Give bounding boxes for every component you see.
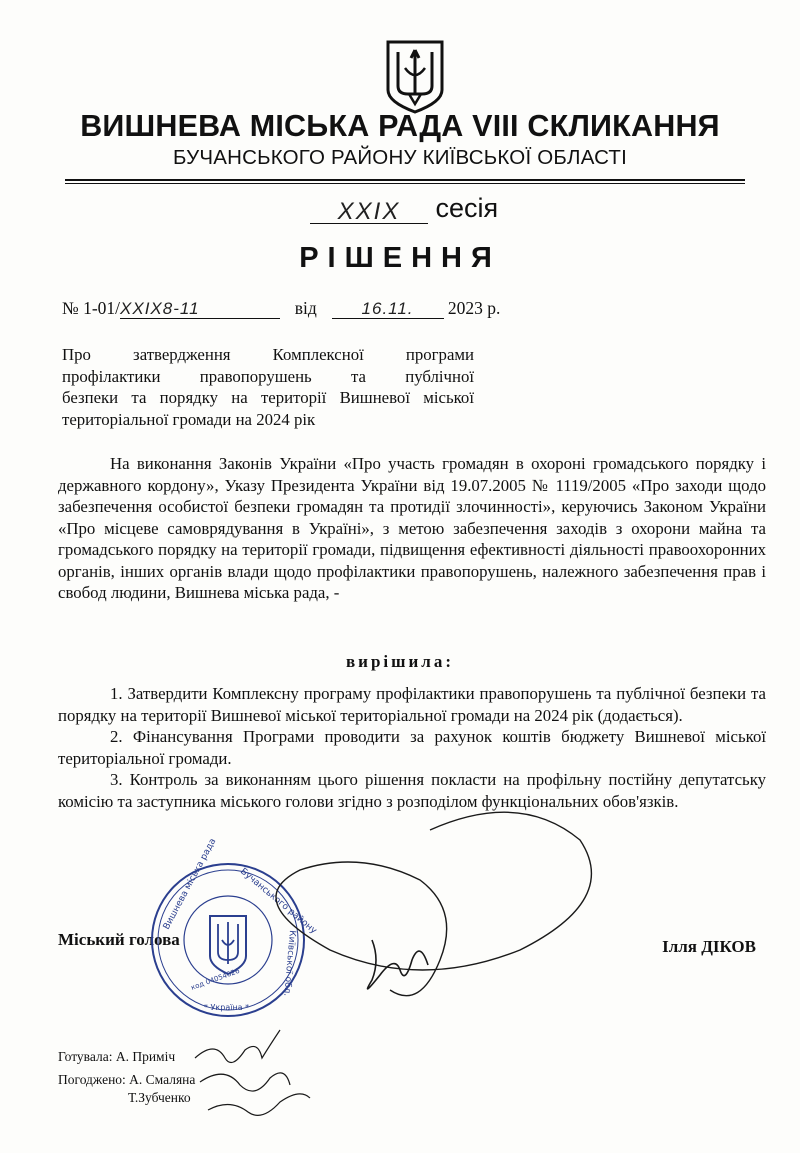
trident-icon <box>384 38 446 114</box>
number-field <box>120 298 280 319</box>
decision-item: 2. Фінансування Програми проводити за рахунок коштів бюджету Вишневої міської територіальної громади. <box>58 727 766 768</box>
svg-text:код 04054626: код 04054626 <box>189 966 241 992</box>
session-number: XXIX <box>337 198 401 225</box>
subject-line: безпеки та порядку на території Вишневої міської <box>62 388 474 407</box>
header-divider-thin <box>65 183 745 184</box>
svg-text:Вишнева міська рада: Вишнева міська рада <box>161 836 219 932</box>
prepared-by: Готувала: А. Приміч <box>58 1049 176 1064</box>
council-subtitle: БУЧАНСЬКОГО РАЙОНУ КИЇВСЬКОЇ ОБЛАСТІ <box>172 146 628 169</box>
session-label: сесія <box>435 193 499 223</box>
resolved-heading: вирішила: <box>346 652 454 671</box>
signatory-name: Ілля ДІКОВ <box>662 937 756 956</box>
official-seal-icon <box>148 836 319 1020</box>
signatory-position: Міський голова <box>58 930 180 949</box>
decision-item: 3. Контроль за виконанням цього рішення покласти на профільну постійну депутатську комісію та заступника міського голови згідно з розподілом функціональних обов'язків. <box>58 770 766 811</box>
subject-line: Про затвердження Комплексної програми <box>62 345 474 364</box>
decision-date: 16.11. <box>361 299 414 318</box>
council-title: ВИШНЕВА МІСЬКА РАДА VIII СКЛИКАННЯ <box>80 109 720 143</box>
decision-items <box>58 683 766 812</box>
svg-text:* Україна *: * Україна * <box>204 1003 250 1012</box>
subject-line: територіальної громади на 2024 рік <box>62 409 316 429</box>
decision-number-line <box>62 298 500 319</box>
number-prefix: № 1-01/ <box>62 298 121 318</box>
date-label: від <box>294 298 317 318</box>
decision-year: 2023 р. <box>447 298 501 318</box>
agreed-by-second: Т.Зубченко <box>128 1090 191 1105</box>
preamble-paragraph: На виконання Законів України «Про участь громадян в охороні громадського порядку і державного кордону», Указу Президента України від 19.07.2005 № 1119/2005 «Про заходи щодо забезпечення особистої безпеки громадян та протидії злочинності», керуючись Законом України «Про місцеве самоврядування в Україні», з метою забезпечення заходів з охорони майна та громадського порядку на території громади, підвищення ефективності діяльності правоохоронних органів, інших органів влади щодо профілактики правопорушень, належного забезпечення прав і свобод людини, Вишнева міська рада, - <box>58 454 766 602</box>
header-divider-thick <box>65 179 745 181</box>
session-line <box>310 193 498 224</box>
preamble <box>58 453 766 604</box>
svg-text:Бучанського району: Бучанського району <box>238 866 319 937</box>
decision-heading: РІШЕННЯ <box>299 242 501 274</box>
session-number-field <box>310 195 428 224</box>
subject-line: профілактики правопорушень та публічної <box>62 366 474 386</box>
agreed-by: Погоджено: А. Смаляна <box>58 1072 196 1087</box>
decision-number: XXIX8-11 <box>120 299 200 318</box>
decision-subject <box>62 344 474 430</box>
svg-text:Київської обл.: Київської обл. <box>281 929 297 997</box>
date-field <box>332 298 444 319</box>
decision-item: 1. Затвердити Комплексну програму профілактики правопорушень та публічної безпеки та порядку на території Вишневої міської територіальної громади на 2024 рік (додається). <box>58 684 766 725</box>
